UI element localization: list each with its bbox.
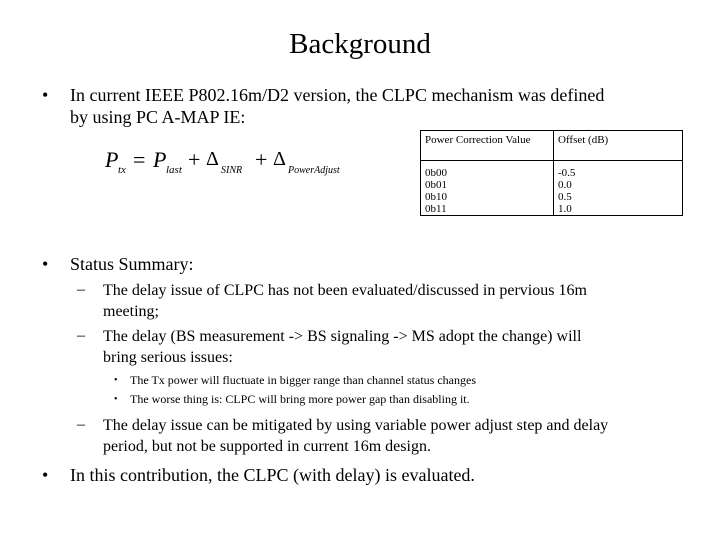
sub-bullet-marker: •: [114, 394, 118, 405]
bullet-1-line-1: In current IEEE P802.16m/D2 version, the CLPC mechanism was defined: [70, 85, 605, 105]
slide-title: Background: [289, 28, 431, 60]
dash-marker: –: [77, 416, 85, 433]
dash-marker: –: [77, 327, 85, 344]
formula-plus-1: +: [188, 147, 201, 172]
dash-1-line-2: meeting;: [103, 303, 159, 320]
bullet-marker: •: [42, 465, 49, 485]
sub-bullet-1: The Tx power will fluctuate in bigger range than channel status changes: [130, 373, 476, 387]
formula-lhs-sub: tx: [118, 164, 126, 176]
formula-eq: =: [133, 147, 146, 172]
power-control-formula: [105, 143, 365, 183]
bullet-1-line-2: by using PC A-MAP IE:: [70, 107, 246, 127]
table-header: Offset (dB): [554, 131, 683, 161]
table-cell: -0.5: [554, 161, 683, 180]
dash-2-line-1: The delay (BS measurement -> BS signaling -> MS adopt the change) will: [103, 328, 582, 345]
formula-term-1-sub: last: [166, 164, 182, 176]
table-cell: 0.5: [554, 191, 683, 203]
table-cell: 0b10: [421, 191, 554, 203]
table-header: Power Correction Value: [421, 131, 554, 161]
table-cell: 1.0: [554, 203, 683, 216]
formula-plus-2: +: [255, 147, 268, 172]
table-cell: 0b01: [421, 179, 554, 191]
formula-delta-1: Δ: [206, 148, 219, 170]
power-correction-table: [420, 130, 683, 216]
dash-marker: –: [77, 281, 85, 298]
table-cell: 0b11: [421, 203, 554, 216]
dash-3-line-1: The delay issue can be mitigated by using variable power adjust step and delay: [103, 417, 609, 434]
dash-2-line-2: bring serious issues:: [103, 349, 233, 366]
dash-3-line-2: period, but not be supported in current 16m design.: [103, 438, 431, 455]
sub-bullet-2: The worse thing is: CLPC will bring more power gap than disabling it.: [130, 392, 470, 406]
formula-term-1: P: [153, 147, 167, 172]
bullet-marker: •: [42, 254, 49, 274]
bullet-3-text: In this contribution, the CLPC (with delay) is evaluated.: [70, 465, 475, 485]
sub-bullet-marker: •: [114, 375, 118, 386]
formula-delta-1-sub: SINR: [221, 165, 243, 176]
formula-lhs: P: [105, 147, 119, 172]
bullet-2-text: Status Summary:: [70, 254, 194, 274]
dash-1-line-1: The delay issue of CLPC has not been evaluated/discussed in pervious 16m: [103, 282, 587, 299]
bullet-marker: •: [42, 85, 49, 105]
formula-delta-2-sub: PowerAdjust: [288, 165, 340, 176]
table-cell: 0b00: [421, 161, 554, 180]
table-cell: 0.0: [554, 179, 683, 191]
formula-delta-2: Δ: [273, 148, 286, 170]
